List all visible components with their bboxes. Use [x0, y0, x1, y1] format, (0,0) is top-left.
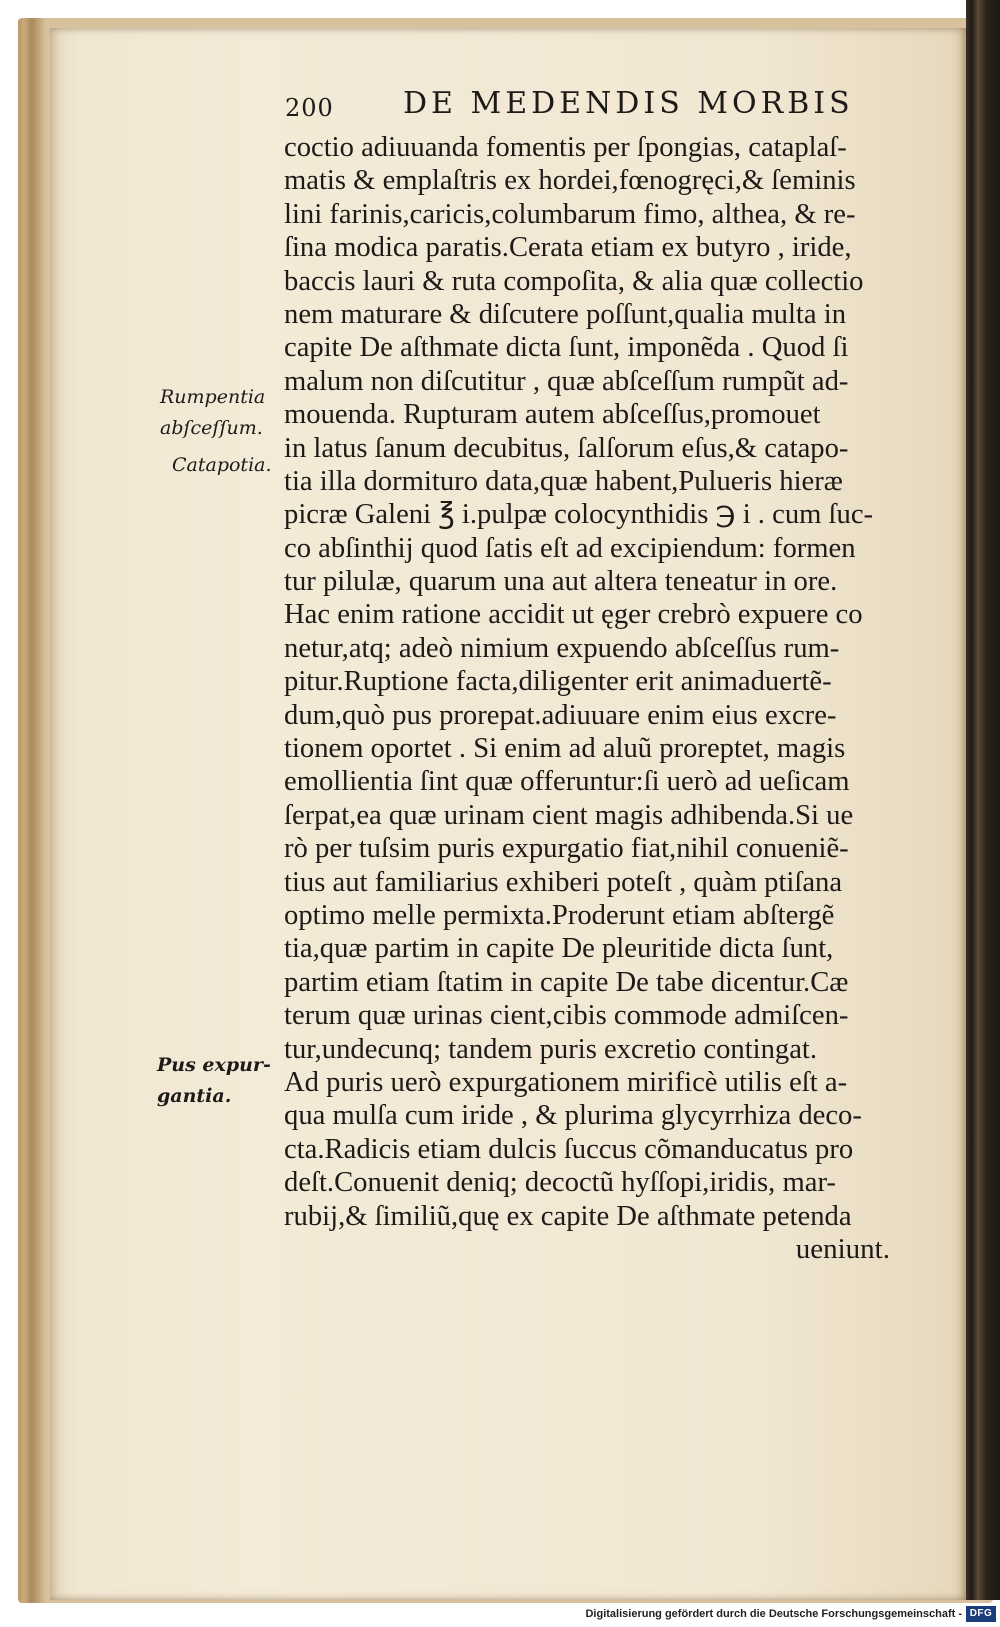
body-text-line: mouenda. Rupturam autem abſceſſus,promouet — [284, 398, 821, 431]
body-text-line: lini farinis,caricis,columbarum fimo, althea, & re- — [284, 197, 856, 230]
body-text-block — [284, 131, 904, 1266]
body-text-line: optimo melle permixta.Proderunt etiam abſtergẽ — [284, 898, 835, 931]
page-number: 200 — [285, 94, 334, 122]
body-text-line: terum quæ urinas cient,cibis commode admiſcen- — [284, 999, 849, 1032]
body-text-line: Hac enim ratione accidit ut ęger crebrò expuere co — [284, 598, 863, 631]
body-text-line: ueniunt. — [795, 1232, 890, 1265]
body-text-line: rubij,& ſimiliũ,quę ex capite De aſthmate petenda — [284, 1199, 852, 1232]
margin-note-catapotia — [172, 450, 272, 481]
margin-note-text: Catapotia. — [172, 454, 272, 476]
body-text-line: tionem oportet . Si enim ad aluũ proreptet, magis — [284, 732, 846, 765]
body-text-line: capite De aſthmate dicta ſunt, imponẽda . Quod ſi — [284, 331, 849, 364]
body-text-line: netur,atq; adeò nimium expuendo abſceſſus rum- — [284, 631, 840, 664]
body-text-line: coctio adiuuanda fomentis per ſpongias, cataplaſ- — [284, 131, 847, 163]
body-text-line: tur,undecunq; tandem puris excretio contingat. — [284, 1032, 818, 1065]
running-head — [285, 86, 935, 126]
body-text-line: dum,quò pus prorepat.adiuuare enim eius excre- — [284, 698, 837, 731]
body-text-line: ſina modica paratis.Cerata etiam ex butyro , iride, — [284, 231, 852, 264]
body-text-line: rò per tuſsim puris expurgatio fiat,nihil conueniẽ- — [284, 832, 849, 865]
dfg-logo: DFG — [966, 1606, 996, 1622]
digitization-footer — [0, 1603, 1000, 1627]
body-text-line: emollientia ſint quæ offeruntur:ſi uerò ad ueſicam — [284, 765, 850, 798]
margin-note-text: Pus expur- gantia. — [157, 1054, 271, 1107]
body-text-line: in latus ſanum decubitus, ſalſorum eſus,& catapo- — [284, 431, 849, 464]
body-text-line: cta.Radicis etiam dulcis ſuccus cõmanducatus pro — [284, 1132, 854, 1165]
body-text-line: ſerpat,ea quæ urinam cient magis adhibenda.Si ue — [284, 798, 854, 831]
body-text-line: nem maturare & diſcutere poſſunt,qualia multa in — [284, 297, 847, 330]
body-text-line: matis & emplaſtris ex hordei,fœnogręci,& ſeminis — [284, 164, 856, 197]
body-text-line: malum non diſcutitur , quæ abſceſſum rumpũt ad- — [284, 364, 849, 397]
body-text-line: tia,quæ partim in capite De pleuritide dicta ſunt, — [284, 932, 834, 965]
body-text-line: deſt.Conuenit deniq; decoctũ hyſſopi,iridis, mar- — [284, 1166, 836, 1199]
margin-note-rumpentia — [160, 382, 265, 444]
margin-note-pus-expurgantia — [157, 1050, 271, 1112]
running-head-title: DE MEDENDIS MORBIS — [403, 86, 854, 121]
body-text-line: tius aut familiarius exhiberi poteſt , quàm ptiſana — [284, 865, 843, 898]
body-text-line: pitur.Ruptione facta,diligenter erit animaduertẽ- — [284, 665, 832, 698]
margin-note-text: Rumpentia abſceſſum. — [160, 386, 266, 439]
body-text-line: partim etiam ſtatim in capite De tabe dicentur.Cæ — [284, 965, 849, 998]
body-text-line: qua mulſa cum iride , & plurima glycyrrhiza deco- — [284, 1099, 862, 1132]
body-text-line: Ad puris uerò expurgationem mirificè utilis eſt a- — [284, 1065, 848, 1098]
funding-credit: Digitalisierung gefördert durch die Deutsche Forschungsgemeinschaft - — [585, 1608, 962, 1620]
body-text-line: baccis lauri & ruta compoſita, & alia quæ collectio — [284, 264, 864, 297]
body-text-line: picræ Galeni ℥ i.pulpæ colocynthidis ℈ i . cum ſuc- — [284, 498, 874, 531]
book-spine-shadow — [966, 0, 1000, 1600]
body-text-line: tur pilulæ, quarum una aut altera teneatur in ore. — [284, 565, 838, 598]
body-text-line: tia illa dormituro data,quæ habent,Pulueris hieræ — [284, 464, 843, 497]
body-text-line: co abſinthij quod ſatis eſt ad excipiendum: formen — [284, 531, 856, 564]
